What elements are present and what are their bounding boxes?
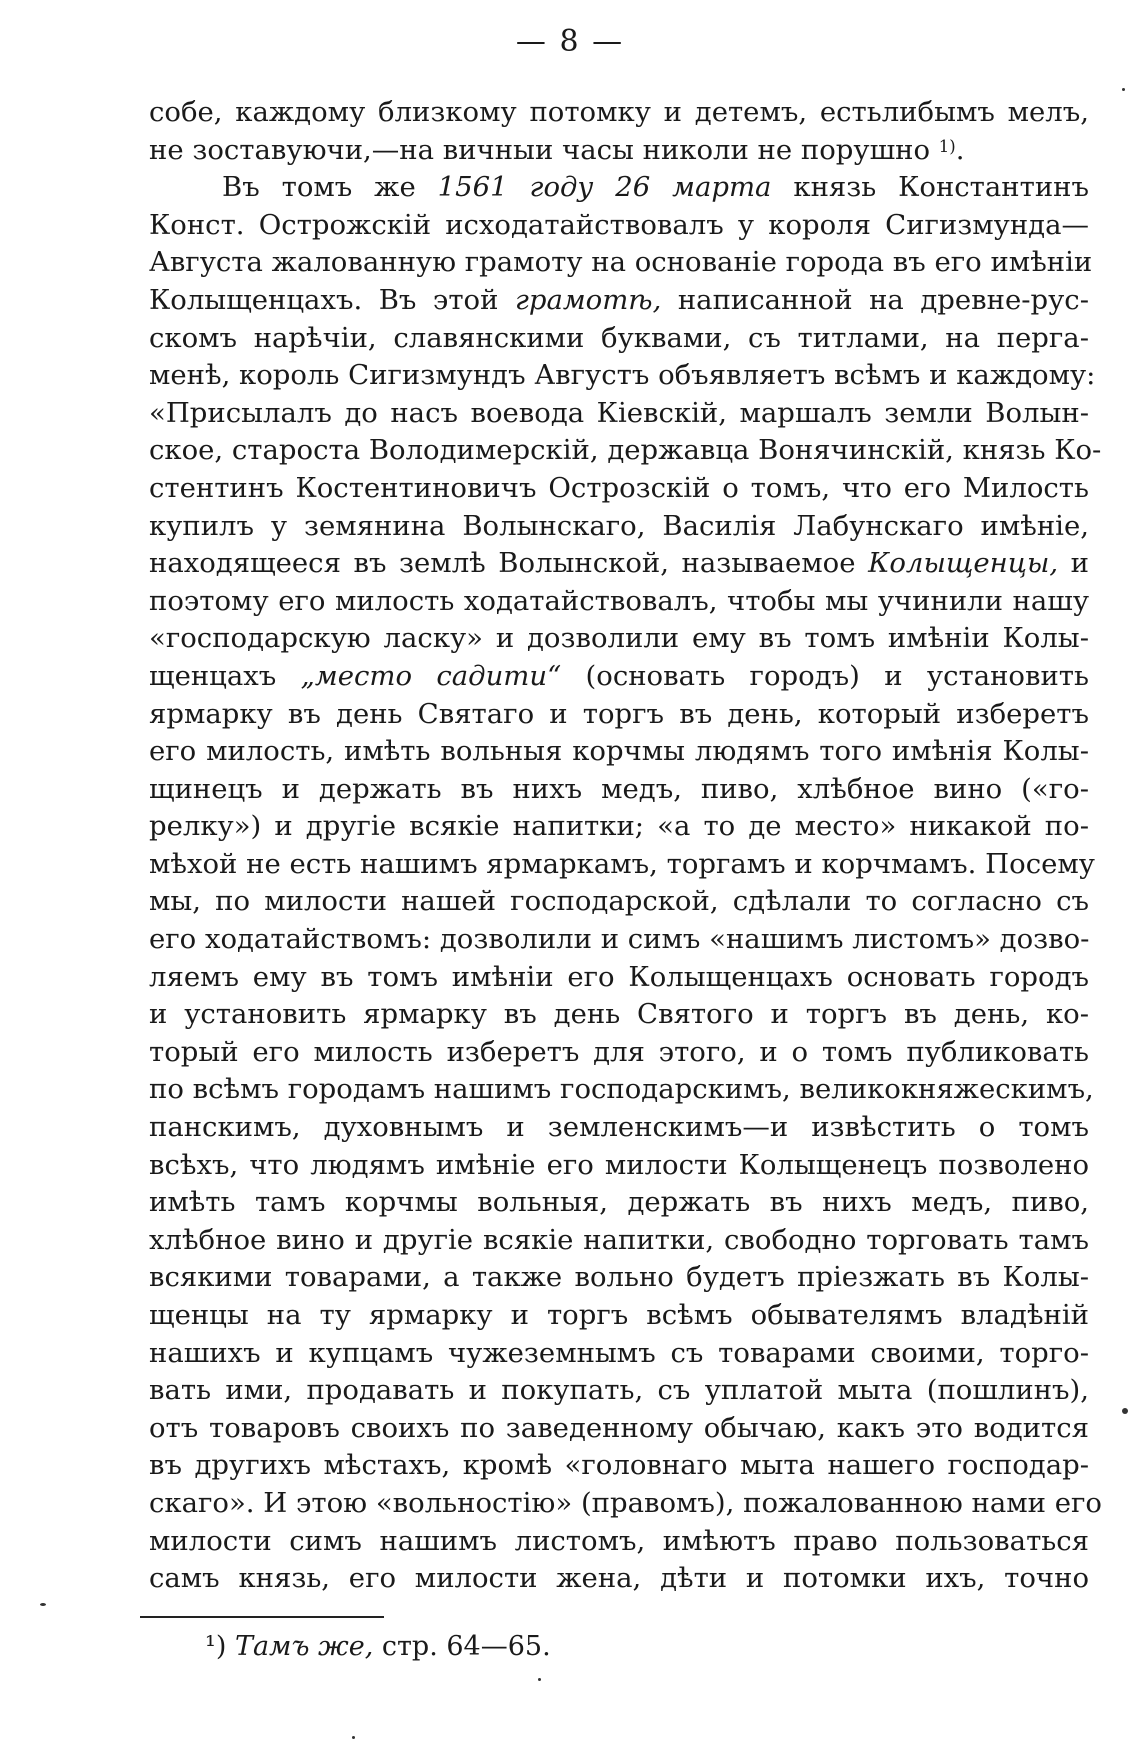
text-line: торый его милость изберетъ для этого, и о томъ публиковать xyxy=(149,1035,1089,1068)
print-speck xyxy=(352,1736,355,1739)
text-line: хлѣбное вино и другіе всякіе напитки, свободно торговать тамъ xyxy=(149,1223,1089,1256)
text-line: панскимъ, духовнымъ и земленскимъ—и извѣстить о томъ xyxy=(149,1111,1089,1144)
text-line: самъ князь, его милости жена, дѣти и потомки ихъ, точно xyxy=(149,1562,1089,1595)
footnote-marker: ¹) xyxy=(205,1631,227,1662)
body-text xyxy=(149,94,1102,1598)
text-line: нашихъ и купцамъ чужеземнымъ съ товарами своими, торго- xyxy=(149,1336,1089,1369)
text-line: имѣть тамъ корчмы вольныя, держать въ нихъ медъ, пиво, xyxy=(149,1186,1089,1219)
text-line: Конст. Острожскій исходатайствовалъ у короля Сигизмунда— xyxy=(149,208,1089,241)
text-line: купилъ у земянина Волынскаго, Василія Лабунскаго имѣніе, xyxy=(149,509,1089,542)
text-line: отъ товаровъ своихъ по заведенному обычаю, какъ это водится xyxy=(149,1411,1089,1444)
footnote-pages: стр. 64—65. xyxy=(381,1631,551,1662)
print-speck xyxy=(538,1678,541,1681)
text-fragment: (основать городъ) и установить xyxy=(585,659,1089,692)
text-line: скаго». И этою «вольностію» (правомъ), пожалованною нами его xyxy=(149,1486,1102,1519)
text-fragment: и xyxy=(1070,547,1089,580)
text-line: Августа жалованную грамоту на основаніе города въ его имѣніи xyxy=(149,246,1093,279)
print-speck xyxy=(1122,1408,1128,1414)
text-fragment: не зоставуючи,—на вичныи часы николи не порушно xyxy=(149,133,931,166)
text-line: его ходатайствомъ: дозволили и симъ «нашимъ листомъ» дозво- xyxy=(149,923,1090,956)
text-line: его милость, имѣть вольныя корчмы людямъ того имѣнія Колы- xyxy=(149,735,1089,768)
text-line xyxy=(149,658,1089,696)
text-line: и установить ярмарку въ день Святого и торгъ въ день, ко- xyxy=(149,998,1089,1031)
text-line: вать ими, продавать и покупать, съ уплатой мыта (пошлинъ), xyxy=(149,1374,1089,1407)
text-line: по всѣмъ городамъ нашимъ господарскимъ, великокняжескимъ, xyxy=(149,1073,1094,1106)
print-speck xyxy=(1122,88,1125,91)
text-line xyxy=(149,169,1089,207)
text-line: щинецъ и держать въ нихъ медъ, пиво, хлѣбное вино («го- xyxy=(149,772,1089,805)
text-fragment: щенцахъ xyxy=(149,659,277,692)
text-line: всѣхъ, что людямъ имѣніе его милости Колыщенецъ позволено xyxy=(149,1148,1089,1181)
text-line: «Присылалъ до насъ воевода Кіевскій, маршалъ земли Волын- xyxy=(149,396,1089,429)
text-fragment: Въ томъ же xyxy=(222,171,416,204)
text-line xyxy=(149,282,1089,320)
footnote-reference[interactable]: 1) xyxy=(938,136,956,156)
text-line: стентинъ Костентиновичъ Острозскій о томъ, что его Милость xyxy=(149,471,1089,504)
text-line: собе, каждому близкому потомку и детемъ, естьлибымъ мелъ, xyxy=(149,96,1089,128)
charter-emphasis: грамотѣ, xyxy=(514,283,662,316)
text-line: въ другихъ мѣстахъ, кромѣ «головнаго мыта нашего господар- xyxy=(149,1449,1089,1482)
text-line: «господарскую ласку» и дозволили ему въ томъ имѣніи Колы- xyxy=(149,622,1089,655)
text-line: релку») и другіе всякіе напитки; «а то де место» никакой по- xyxy=(149,810,1089,843)
text-line: мѣхой не есть нашимъ ярмаркамъ, торгамъ и корчмамъ. Посему xyxy=(149,847,1095,880)
text-line: не зоставуючи,—на вичныи часы николи не порушно $^{1)}$. xyxy=(149,133,965,166)
text-line: ляемъ ему въ томъ имѣніи его Колыщенцахъ основать городъ xyxy=(149,960,1089,993)
text-line: менѣ, король Сигизмундъ Августъ объявляетъ всѣмъ и каждому: xyxy=(149,359,1096,392)
text-line: поэтому его милость ходатайствовалъ, чтобы мы учинили нашу xyxy=(149,584,1089,617)
text-fragment: Колыщенцахъ. Въ этой xyxy=(149,283,499,316)
text-line: щенцы на ту ярмарку и торгъ всѣмъ обывателямъ владѣній xyxy=(149,1299,1089,1331)
text-line xyxy=(149,545,1089,583)
quote-emphasis: „место садити“ xyxy=(300,659,562,692)
text-fragment: князь Константинъ xyxy=(793,171,1089,204)
text-line: ярмарку въ день Святаго и торгъ въ день, который изберетъ xyxy=(149,697,1089,730)
footnote xyxy=(205,1630,551,1664)
text-fragment: написанной на древне-рус- xyxy=(677,283,1089,316)
page-number: — 8 — xyxy=(515,24,625,59)
text-fragment: находящееся въ землѣ Волынской, называемое xyxy=(149,547,856,580)
text-line: скомъ нарѣчіи, славянскими буквами, съ титлами, на перга- xyxy=(149,321,1089,354)
footnote-source: Тамъ же, xyxy=(234,1631,374,1662)
footnote-divider xyxy=(140,1616,384,1618)
date-emphasis: 1561 году 26 марта xyxy=(437,171,772,204)
place-name-emphasis: Колыщенцы, xyxy=(868,547,1059,580)
print-speck xyxy=(40,1603,46,1606)
text-line: всякими товарами, а также вольно будетъ пріезжать въ Колы- xyxy=(149,1261,1089,1294)
text-line: милости симъ нашимъ листомъ, имѣютъ право пользоваться xyxy=(149,1524,1089,1557)
text-line: ское, староста Володимерскій, державца Вонячинскій, князь Ко- xyxy=(149,434,1102,467)
text-line: мы, по милости нашей господарской, сдѣлали то согласно съ xyxy=(149,885,1089,918)
